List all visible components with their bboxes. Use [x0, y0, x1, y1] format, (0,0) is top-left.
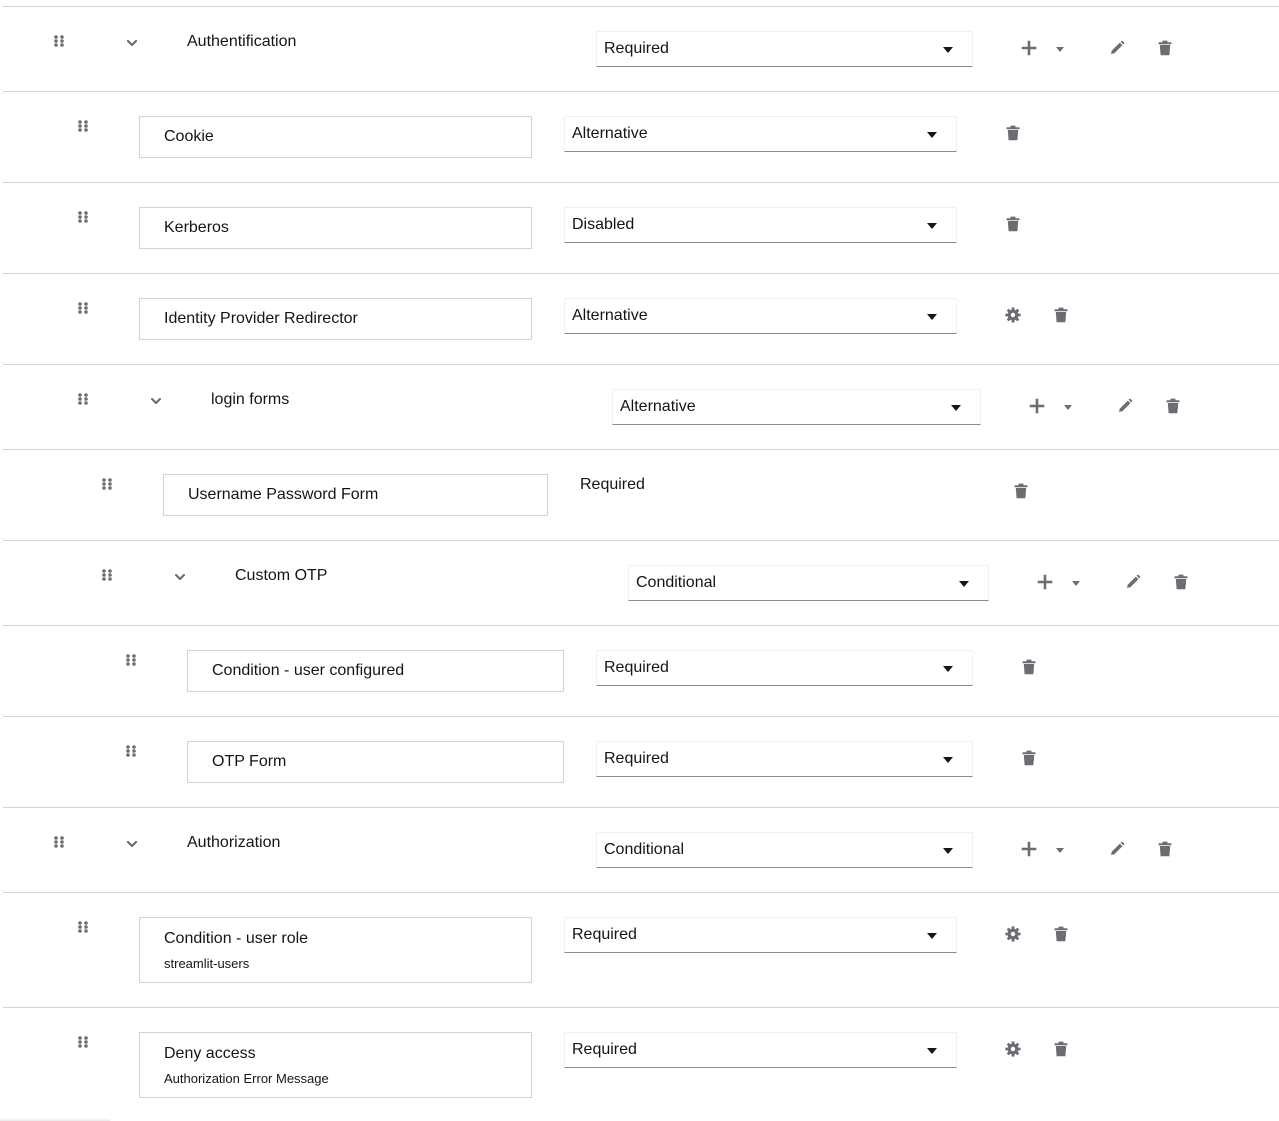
step-name: Cookie [164, 128, 214, 145]
flow-title: Custom OTP [235, 567, 328, 584]
plus-icon [1021, 841, 1037, 857]
flow-title: login forms [211, 391, 290, 408]
pencil-icon[interactable] [1109, 841, 1125, 857]
caret-down-icon [927, 933, 937, 939]
step-name-box [163, 474, 548, 516]
step-name: Username Password Form [188, 486, 379, 503]
trash-icon[interactable] [1005, 125, 1021, 141]
caret-down-icon [927, 1048, 937, 1054]
trash-icon[interactable] [1053, 926, 1069, 942]
caret-down-icon [1072, 581, 1080, 586]
caret-down-icon [943, 848, 953, 854]
trash-icon[interactable] [1165, 398, 1181, 414]
step-name-box [139, 116, 532, 158]
caret-down-icon [927, 314, 937, 320]
requirement-value: Required [604, 40, 669, 57]
requirement-select[interactable] [564, 917, 957, 953]
drag-handle-icon[interactable] [101, 478, 113, 494]
drag-handle-icon[interactable] [77, 921, 89, 937]
requirement-select[interactable] [564, 298, 957, 334]
chevron-down-icon[interactable] [125, 837, 139, 851]
requirement-value: Conditional [636, 574, 717, 591]
chevron-down-icon[interactable] [125, 36, 139, 50]
trash-icon[interactable] [1157, 841, 1173, 857]
trash-icon[interactable] [1005, 216, 1021, 232]
pencil-icon[interactable] [1117, 398, 1133, 414]
caret-down-icon [943, 757, 953, 763]
caret-down-icon [943, 666, 953, 672]
add-step-dropdown[interactable] [1037, 574, 1081, 592]
requirement-select[interactable] [596, 650, 973, 686]
requirement-value: Required [604, 750, 669, 767]
requirement-select[interactable] [564, 116, 957, 152]
drag-handle-icon[interactable] [77, 393, 89, 409]
trash-icon[interactable] [1053, 307, 1069, 323]
trash-icon[interactable] [1053, 1041, 1069, 1057]
chevron-down-icon[interactable] [149, 394, 163, 408]
chevron-down-icon[interactable] [173, 570, 187, 584]
requirement-select[interactable] [564, 1032, 957, 1068]
trash-icon[interactable] [1013, 483, 1029, 499]
gear-icon[interactable] [1005, 1041, 1021, 1057]
drag-handle-icon[interactable] [77, 211, 89, 227]
requirement-value: Alternative [620, 398, 696, 415]
requirement-select[interactable] [596, 741, 973, 777]
requirement-text: Required [580, 476, 645, 493]
drag-handle-icon[interactable] [53, 836, 65, 852]
caret-down-icon [927, 223, 937, 229]
step-name: Kerberos [164, 219, 229, 236]
step-name: Condition - user configured [212, 662, 405, 679]
step-name-box [139, 917, 532, 983]
requirement-select[interactable] [596, 31, 973, 67]
drag-handle-icon[interactable] [77, 1036, 89, 1052]
step-name: Condition - user role [164, 929, 309, 947]
step-name-box [139, 207, 532, 249]
step-name-box [139, 1032, 532, 1098]
requirement-value: Alternative [572, 307, 648, 324]
caret-down-icon [943, 47, 953, 53]
drag-handle-icon[interactable] [125, 745, 137, 761]
trash-icon[interactable] [1157, 40, 1173, 56]
add-step-dropdown[interactable] [1021, 841, 1065, 859]
step-name: OTP Form [212, 753, 287, 770]
requirement-value: Conditional [604, 841, 685, 858]
flow-title: Authentification [187, 33, 297, 50]
gear-icon[interactable] [1005, 926, 1021, 942]
requirement-select[interactable] [628, 565, 989, 601]
requirement-value: Required [604, 659, 669, 676]
flow-title: Authorization [187, 834, 281, 851]
caret-down-icon [927, 132, 937, 138]
step-name-box [187, 741, 564, 783]
requirement-value: Required [572, 1041, 637, 1058]
pencil-icon[interactable] [1125, 574, 1141, 590]
step-detail: streamlit-users [164, 955, 250, 971]
drag-handle-icon[interactable] [125, 654, 137, 670]
add-step-dropdown[interactable] [1021, 40, 1065, 58]
requirement-value: Alternative [572, 125, 648, 142]
requirement-value: Required [572, 926, 637, 943]
step-name-box [187, 650, 564, 692]
requirement-select[interactable] [612, 389, 981, 425]
step-name: Deny access [164, 1044, 256, 1062]
caret-down-icon [1064, 405, 1072, 410]
step-name: Identity Provider Redirector [164, 310, 358, 327]
drag-handle-icon[interactable] [53, 35, 65, 51]
requirement-value: Disabled [572, 216, 635, 233]
requirement-select[interactable] [596, 832, 973, 868]
caret-down-icon [951, 405, 961, 411]
gear-icon[interactable] [1005, 307, 1021, 323]
drag-handle-icon[interactable] [77, 120, 89, 136]
trash-icon[interactable] [1021, 659, 1037, 675]
plus-icon [1029, 398, 1045, 414]
requirement-select[interactable] [564, 207, 957, 243]
caret-down-icon [959, 581, 969, 587]
step-detail: Authorization Error Message [164, 1070, 329, 1086]
plus-icon [1021, 40, 1037, 56]
drag-handle-icon[interactable] [101, 569, 113, 585]
plus-icon [1037, 574, 1053, 590]
drag-handle-icon[interactable] [77, 302, 89, 318]
caret-down-icon [1056, 848, 1064, 853]
caret-down-icon [1056, 47, 1064, 52]
step-name-box [139, 298, 532, 340]
trash-icon[interactable] [1173, 574, 1189, 590]
trash-icon[interactable] [1021, 750, 1037, 766]
add-step-dropdown[interactable] [1029, 398, 1073, 416]
pencil-icon[interactable] [1109, 40, 1125, 56]
